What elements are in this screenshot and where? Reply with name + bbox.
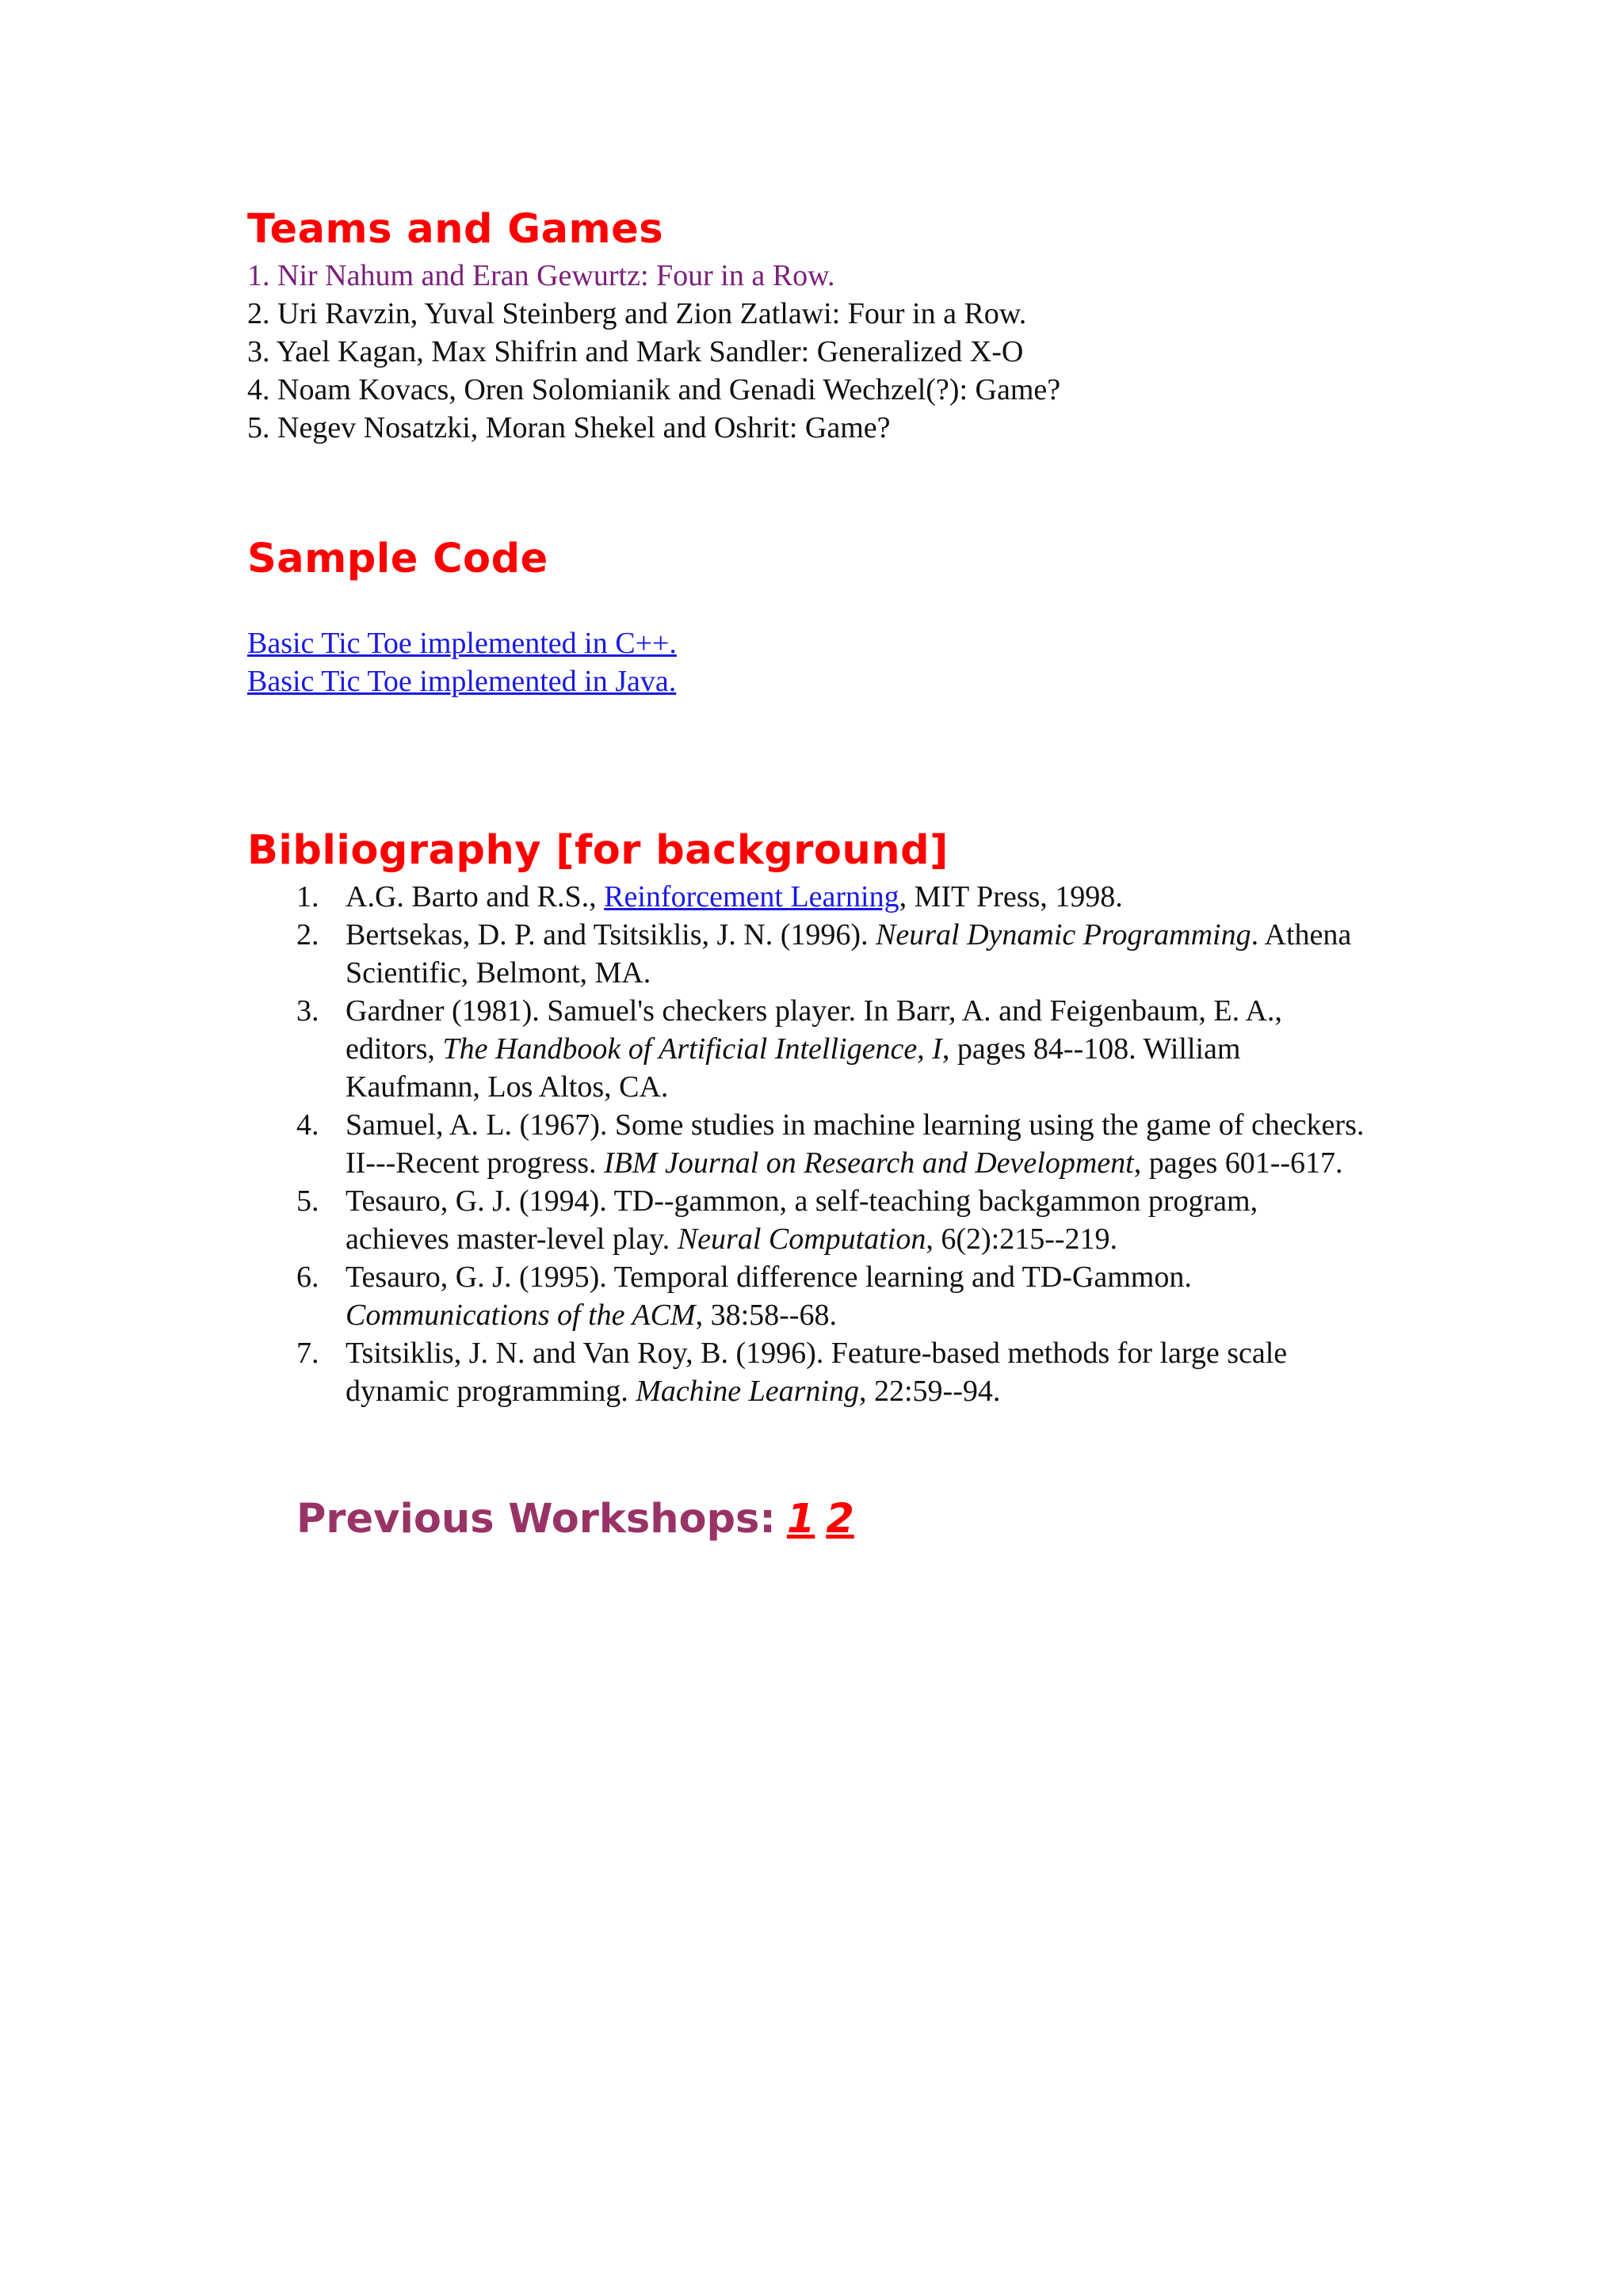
bib-entry-3: [247, 992, 1368, 1106]
previous-workshop-link-1[interactable]: 1: [786, 1496, 815, 1543]
bib-text: A.G. Barto and R.S.,: [346, 880, 605, 913]
bib-text: , 38:58--68.: [695, 1299, 837, 1332]
bib-text: Tsitsiklis, J. N. and Van Roy, B. (1996). Feature-based methods for large scale dynamic programming.: [346, 1337, 1288, 1408]
bib-text: Gardner (1981). Samuel's checkers player. In Barr, A. and Feigenbaum, E. A., editors,: [346, 994, 1282, 1066]
sample-code-section: [247, 536, 677, 700]
bib-title: Neural Computation: [677, 1222, 926, 1256]
reinforcement-learning-link[interactable]: Reinforcement Learning: [604, 880, 899, 913]
bib-entry-2: [247, 916, 1368, 992]
team-item-5: 5. Negev Nosatzki, Moran Shekel and Oshrit: Game?: [247, 411, 891, 444]
team-item-3: 3. Yael Kagan, Max Shifrin and Mark Sandler: Generalized X-O: [247, 335, 1024, 368]
bib-text: , 6(2):215--219.: [926, 1222, 1118, 1256]
teams-list: [247, 257, 1060, 447]
previous-workshops: [296, 1496, 854, 1543]
bib-title: The Handbook of Artificial Intelligence, I: [442, 1032, 942, 1066]
bib-text: Tesauro, G. J. (1995). Temporal difference learning and TD-Gammon.: [346, 1261, 1192, 1294]
bib-text: , pages 601--617.: [1133, 1146, 1343, 1180]
bibliography-heading: Bibliography [for background]: [247, 827, 949, 874]
bib-title: IBM Journal on Research and Development: [604, 1146, 1134, 1180]
bibliography-list: [247, 878, 1368, 1410]
bib-entry-7: [247, 1334, 1368, 1410]
bib-title: Communications of the ACM: [346, 1299, 696, 1332]
bib-number: 3.: [296, 994, 319, 1028]
bib-entry-1: [247, 878, 1368, 916]
bib-number: 7.: [296, 1337, 319, 1370]
bib-entry-6: [247, 1258, 1368, 1334]
bib-entry-5: [247, 1182, 1368, 1258]
bibliography-section: [247, 827, 1368, 1410]
bib-text: , pages 84--108. William Kaufmann, Los Altos, CA.: [346, 1032, 1241, 1104]
java-code-link[interactable]: Basic Tic Toe implemented in Java.: [247, 665, 677, 698]
bib-text: . Athena Scientific, Belmont, MA.: [346, 918, 1352, 990]
cpp-code-link[interactable]: Basic Tic Toe implemented in C++.: [247, 627, 677, 660]
bib-number: 4.: [296, 1108, 319, 1142]
bib-number: 6.: [296, 1261, 319, 1294]
team-item-1[interactable]: 1. Nir Nahum and Eran Gewurtz: Four in a Row.: [247, 259, 835, 292]
bib-number: 5.: [296, 1184, 319, 1218]
team-item-4: 4. Noam Kovacs, Oren Solomianik and Genadi Wechzel(?): Game?: [247, 373, 1061, 406]
bib-number: 2.: [296, 918, 319, 952]
sample-code-heading: Sample Code: [247, 536, 548, 582]
bib-text: , MIT Press, 1998.: [899, 880, 1123, 913]
team-item-2: 2. Uri Ravzin, Yuval Steinberg and Zion Zatlawi: Four in a Row.: [247, 297, 1027, 330]
teams-heading: Teams and Games: [247, 206, 664, 253]
previous-workshop-link-2[interactable]: 2: [826, 1496, 854, 1543]
bib-title: Neural Dynamic Programming: [876, 918, 1251, 952]
previous-workshops-label: Previous Workshops:: [296, 1496, 776, 1543]
teams-section: [247, 206, 1060, 447]
bib-text: Samuel, A. L. (1967). Some studies in machine learning using the game of checkers. II---Recent progress.: [346, 1108, 1365, 1180]
bib-text: Tesauro, G. J. (1994). TD--gammon, a self-teaching backgammon program, achieves master-level play.: [346, 1184, 1258, 1256]
bib-entry-4: [247, 1106, 1368, 1182]
bib-text: Bertsekas, D. P. and Tsitsiklis, J. N. (1996).: [346, 918, 876, 952]
sample-code-links: [247, 624, 677, 700]
bib-title: Machine Learning: [636, 1375, 859, 1408]
bib-text: , 22:59--94.: [859, 1375, 1001, 1408]
bib-number: 1.: [296, 880, 319, 913]
